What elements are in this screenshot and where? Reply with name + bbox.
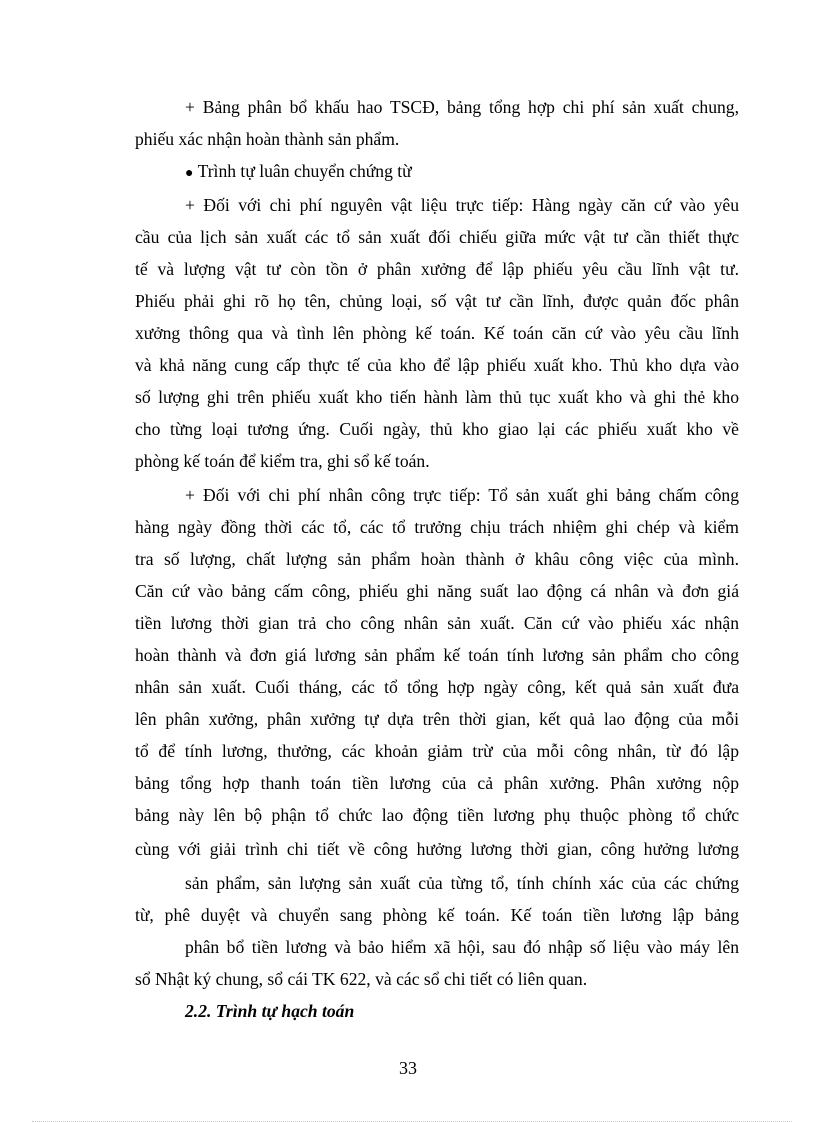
- text-line: tổ để tính lương, thưởng, các khoản giảm trừ của mỗi công nhân, từ đó lập: [135, 741, 739, 761]
- text-line: phân bổ tiền lương và bảo hiểm xã hội, sau đó nhập số liệu vào máy lên: [185, 937, 739, 957]
- text-line: Phiếu phải ghi rõ họ tên, chủng loại, số vật tư cần lĩnh, được quản đốc phân: [135, 291, 739, 311]
- bullet-text: Trình tự luân chuyển chứng từ: [197, 161, 412, 181]
- text-line: + Đối với chi phí nhân công trực tiếp: Tổ sản xuất ghi bảng chấm công: [185, 485, 739, 505]
- text-line: cầu của lịch sản xuất các tổ sản xuất đối chiếu giữa mức vật tư cần thiết thực: [135, 227, 739, 247]
- text-line: hoàn thành và đơn giá lương sản phẩm kế toán tính lương sản phẩm cho công: [135, 645, 739, 665]
- text-line: tế và lượng vật tư còn tồn ở phân xưởng để lập phiếu yêu cầu lĩnh vật tư.: [135, 259, 739, 279]
- text-line: cùng với giải trình chi tiết về công hưởng lương thời gian, công hưởng lương: [135, 839, 739, 859]
- text-line: hàng ngày đồng thời các tổ, các tổ trưởng chịu trách nhiệm ghi chép và kiểm: [135, 517, 739, 537]
- text-line: bảng này lên bộ phận tổ chức lao động tiền lương phụ thuộc phòng tổ chức: [135, 805, 739, 825]
- text-line: + Đối với chi phí nguyên vật liệu trực tiếp: Hàng ngày căn cứ vào yêu: [185, 195, 739, 215]
- bullet-item: [185, 160, 412, 185]
- text-line: và khả năng cung cấp thực tế của kho để lập phiếu xuất kho. Thủ kho dựa vào: [135, 355, 739, 375]
- page-number: 33: [399, 1058, 417, 1078]
- text-line: sổ Nhật ký chung, sổ cái TK 622, và các sổ chi tiết có liên quan.: [135, 969, 588, 989]
- page-bottom-divider: [32, 1121, 792, 1122]
- text-line: xưởng thông qua và tình lên phòng kế toán. Kế toán căn cứ vào yêu cầu lĩnh: [135, 323, 739, 343]
- text-line: phòng kế toán để kiểm tra, ghi sổ kế toán.: [135, 451, 430, 471]
- text-line: bảng tổng hợp thanh toán tiền lương của cả phân xưởng. Phân xưởng nộp: [135, 773, 739, 793]
- text-line: lên phân xưởng, phân xưởng tự dựa trên thời gian, kết quả lao động của mỗi: [135, 709, 739, 729]
- text-line: tiền lương thời gian trả cho công nhân sản xuất. Căn cứ vào phiếu xác nhận: [135, 613, 739, 633]
- text-line: số lượng ghi trên phiếu xuất kho tiến hành làm thủ tục xuất kho và ghi thẻ kho: [135, 387, 739, 407]
- text-line: tra số lượng, chất lượng sản phẩm hoàn thành ở khâu công việc của mình.: [135, 549, 739, 569]
- text-line: nhân sản xuất. Cuối tháng, các tổ tổng hợp ngày công, kết quả sản xuất đưa: [135, 677, 739, 697]
- section-heading: 2.2. Trình tự hạch toán: [185, 1001, 355, 1021]
- bullet-icon: ●: [185, 166, 194, 181]
- text-line: phiếu xác nhận hoàn thành sản phẩm.: [135, 129, 400, 149]
- text-line: + Bảng phân bổ khấu hao TSCĐ, bảng tổng hợp chi phí sản xuất chung,: [185, 97, 739, 117]
- text-line: từ, phê duyệt và chuyển sang phòng kế toán. Kế toán tiền lương lập bảng: [135, 905, 739, 925]
- text-line: sản phẩm, sản lượng sản xuất của từng tổ, tính chính xác của các chứng: [185, 873, 739, 893]
- text-line: cho từng loại tương ứng. Cuối ngày, thủ kho giao lại các phiếu xuất kho về: [135, 419, 739, 439]
- text-line: Căn cứ vào bảng cấm công, phiếu ghi năng suất lao động cá nhân và đơn giá: [135, 581, 739, 601]
